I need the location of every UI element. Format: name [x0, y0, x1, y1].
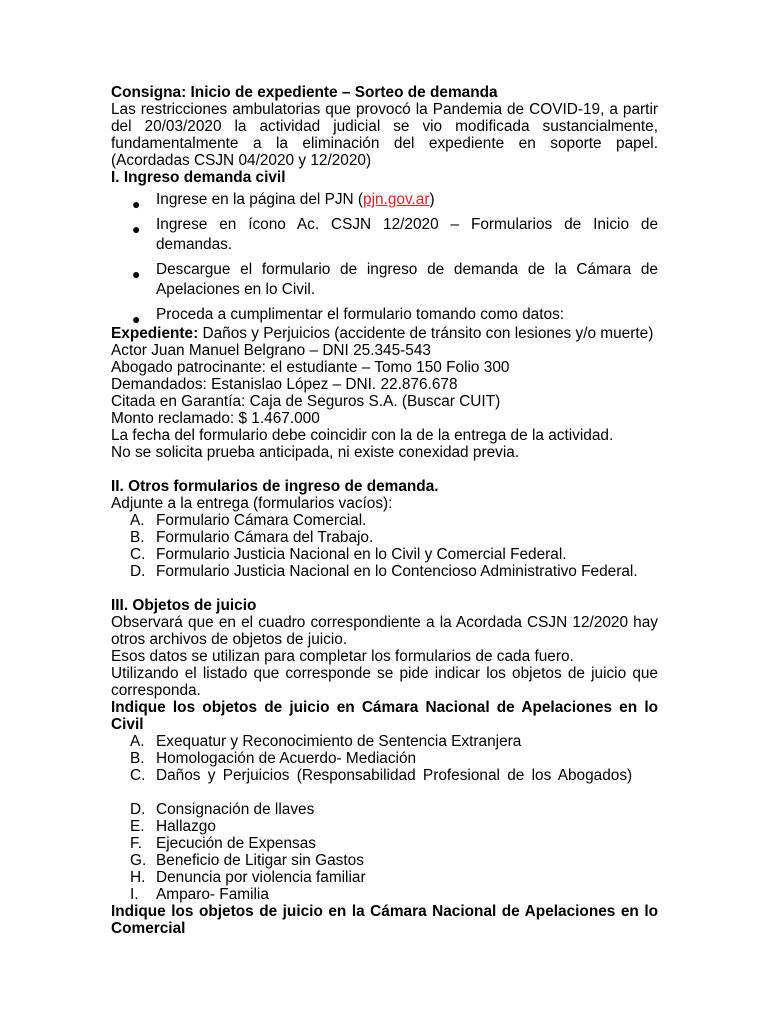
list-item: B. Homologación de Acuerdo- Mediación	[130, 750, 417, 767]
bullet-icon: ●	[132, 265, 141, 282]
section-1-bullet-list	[111, 190, 658, 325]
section-3-heading: III. Objetos de juicio	[111, 597, 257, 614]
fecha-line: La fecha del formulario debe coincidir con la de la entrega de la actividad.	[111, 427, 614, 444]
spacer	[111, 461, 658, 478]
section-3-paragraph-3: Utilizando el listado que corresponde se pide indicar los objetos de juicio que corresponda.	[111, 665, 658, 699]
civil-heading: Indique los objetos de juicio en Cámara Nacional de Apelaciones en lo Civil	[111, 699, 658, 733]
spacer	[111, 580, 658, 597]
prueba-line: No se solicita prueba anticipada, ni existe conexidad previa.	[111, 444, 520, 461]
civil-list	[111, 733, 658, 903]
section-2-list	[111, 512, 658, 580]
list-item: A. Exequatur y Reconocimiento de Sentencia Extranjera	[130, 733, 522, 750]
document-body	[111, 84, 658, 937]
document-title: Consigna: Inicio de expediente – Sorteo de demanda	[111, 84, 498, 101]
actor-line: Actor Juan Manuel Belgrano – DNI 25.345-543	[111, 342, 431, 359]
list-item: D. Formulario Justicia Nacional en lo Contencioso Administrativo Federal.	[130, 563, 638, 580]
list-item: I. Amparo- Familia	[130, 886, 269, 903]
bullet-item: ● Proceda a cumplimentar el formulario tomando como datos:	[111, 305, 658, 326]
bullet-icon: ●	[132, 196, 141, 212]
bullet-icon: ●	[132, 310, 141, 327]
section-3-paragraph-2: Esos datos se utilizan para completar los formularios de cada fuero.	[111, 648, 574, 665]
bullet-item: ● Ingrese en la página del PJN (pjn.gov.ar)	[111, 190, 658, 211]
demandados-line: Demandados: Estanislao López – DNI. 22.876.678	[111, 376, 458, 393]
list-item: D. Consignación de llaves	[130, 801, 315, 818]
list-item: E. Hallazgo	[130, 818, 216, 835]
intro-paragraph: Las restricciones ambulatorias que provocó la Pandemia de COVID-19, a partir del 20/03/2020 la actividad judicial se vio modificada sustancialmente, fundamentalmente a la eliminación del expediente en soporte papel. (Acordadas CSJN 04/2020 y 12/2020)	[111, 101, 658, 169]
comercial-heading: Indique los objetos de juicio en la Cámara Nacional de Apelaciones en lo Comercial	[111, 903, 658, 937]
citada-line: Citada en Garantía: Caja de Seguros S.A. (Buscar CUIT)	[111, 393, 501, 410]
bullet-item: ● Descargue el formulario de ingreso de demanda de la Cámara de Apelaciones en lo Civil.	[132, 260, 658, 298]
list-item: F. Ejecución de Expensas	[130, 835, 316, 852]
section-1-heading: I. Ingreso demanda civil	[111, 169, 286, 186]
bullet-item: ● Ingrese en ícono Ac. CSJN 12/2020 – Formularios de Inicio de demandas.	[132, 215, 658, 253]
monto-line: Monto reclamado: $ 1.467.000	[111, 410, 320, 427]
expediente-line: Expediente: Daños y Perjuicios (accidente de tránsito con lesiones y/o muerte)	[111, 325, 654, 342]
bullet-icon: ●	[132, 220, 141, 237]
list-item: A. Formulario Cámara Comercial.	[130, 512, 367, 529]
pjn-link[interactable]: pjn.gov.ar	[363, 191, 430, 208]
section-3-paragraph-1: Observará que en el cuadro correspondiente a la Acordada CSJN 12/2020 hay otros archivos de objetos de juicio.	[111, 614, 658, 648]
list-item: G. Beneficio de Litigar sin Gastos	[130, 852, 364, 869]
list-item: C. Formulario Justicia Nacional en lo Civil y Comercial Federal.	[130, 546, 567, 563]
abogado-line: Abogado patrocinante: el estudiante – Tomo 150 Folio 300	[111, 359, 510, 376]
list-item: B. Formulario Cámara del Trabajo.	[130, 529, 374, 546]
list-item: C. Daños y Perjuicios (Responsabilidad Profesional de los Abogados)	[130, 767, 633, 784]
section-2-intro: Adjunte a la entrega (formularios vacíos):	[111, 495, 393, 512]
list-item: H. Denuncia por violencia familiar	[130, 869, 366, 886]
section-2-heading: II. Otros formularios de ingreso de demanda.	[111, 478, 439, 495]
